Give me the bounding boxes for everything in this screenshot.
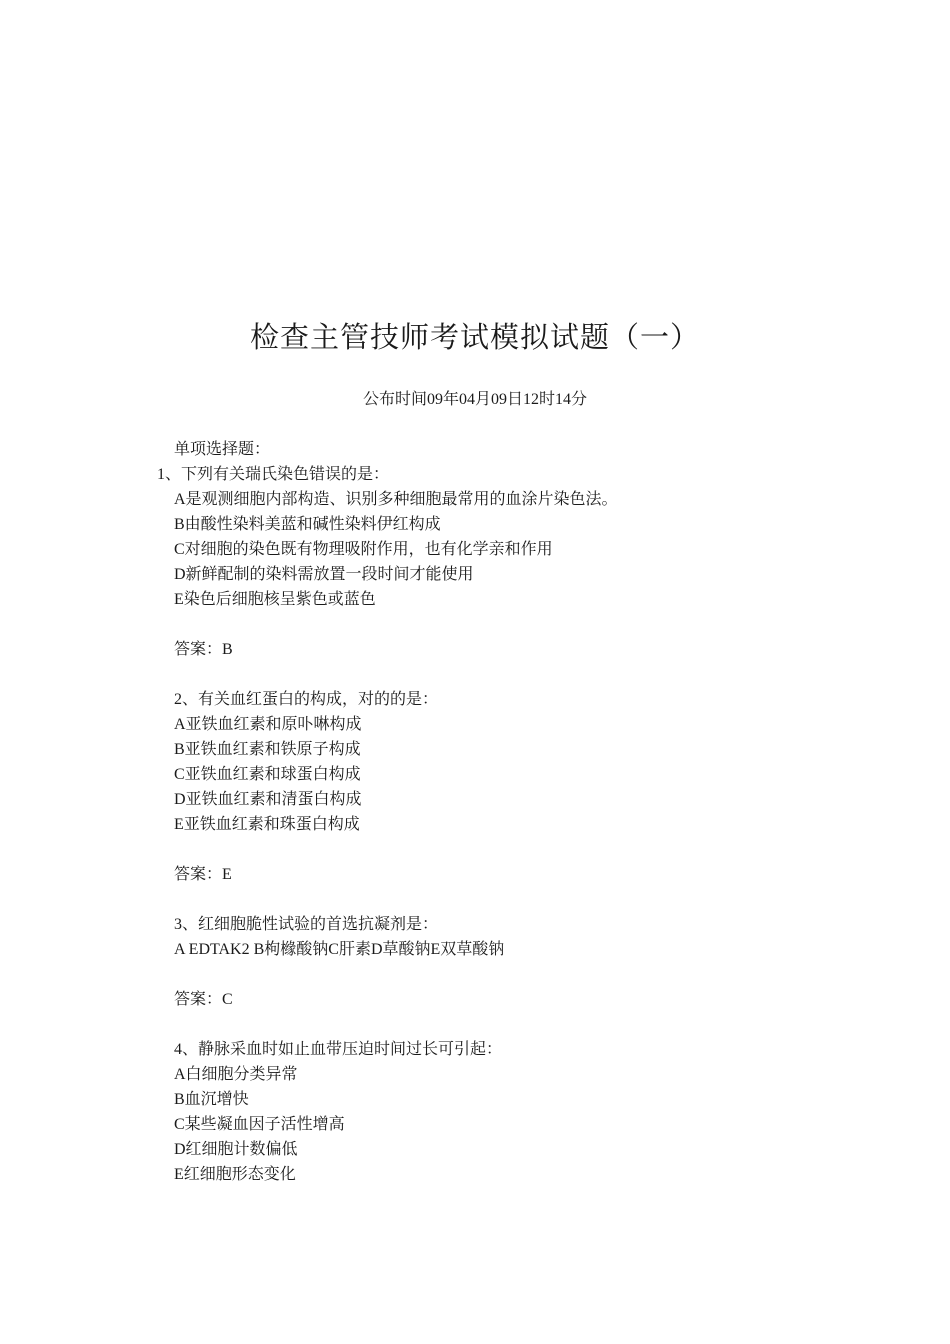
option-c: C某些凝血因子活性增高	[174, 1116, 345, 1133]
question-stem: 2、有关血红蛋白的构成，对的的是：	[174, 691, 439, 708]
spacer	[174, 962, 874, 987]
publish-time: 公布时间09年04月09日12时14分	[362, 391, 587, 408]
spacer	[174, 612, 874, 637]
question-stem: 1、下列有关瑞氏染色错误的是：	[157, 466, 390, 483]
question-4	[174, 1037, 874, 1187]
spacer	[174, 1012, 874, 1037]
option-a: A亚铁血红素和原卟啉构成	[174, 716, 362, 733]
option-c: C亚铁血红素和球蛋白构成	[174, 766, 361, 783]
answer: 答案：E	[174, 866, 232, 883]
section-heading: 单项选择题：	[174, 441, 271, 458]
options-inline: A EDTAK2 B枸橼酸钠C肝素D草酸钠E双草酸钠	[174, 941, 505, 958]
option-b: B血沉增快	[174, 1091, 249, 1108]
document-title: 检查主管技师考试模拟试题（一）	[249, 322, 700, 354]
spacer	[174, 887, 874, 912]
option-e: E亚铁血红素和珠蛋白构成	[174, 816, 360, 833]
option-e: E染色后细胞核呈紫色或蓝色	[174, 591, 376, 608]
option-d: D红细胞计数偏低	[174, 1141, 298, 1158]
option-d: D新鲜配制的染料需放置一段时间才能使用	[174, 566, 474, 583]
question-stem: 3、红细胞脆性试验的首选抗凝剂是：	[174, 916, 439, 933]
option-e: E红细胞形态变化	[174, 1166, 296, 1183]
question-2	[174, 687, 874, 912]
document-body	[157, 437, 874, 1187]
spacer	[174, 662, 874, 687]
option-b: B由酸性染料美蓝和碱性染料伊红构成	[174, 516, 441, 533]
answer: 答案：C	[174, 991, 233, 1008]
option-a: A是观测细胞内部构造、识别多种细胞最常用的血涂片染色法。	[174, 491, 618, 508]
option-c: C对细胞的染色既有物理吸附作用，也有化学亲和作用	[174, 541, 553, 558]
question-stem: 4、静脉采血时如止血带压迫时间过长可引起：	[174, 1041, 503, 1058]
answer: 答案：B	[174, 641, 233, 658]
spacer	[174, 837, 874, 862]
question-1	[157, 462, 874, 687]
option-d: D亚铁血红素和清蛋白构成	[174, 791, 362, 808]
option-a: A白细胞分类异常	[174, 1066, 298, 1083]
option-b: B亚铁血红素和铁原子构成	[174, 741, 361, 758]
question-3	[174, 912, 874, 1037]
